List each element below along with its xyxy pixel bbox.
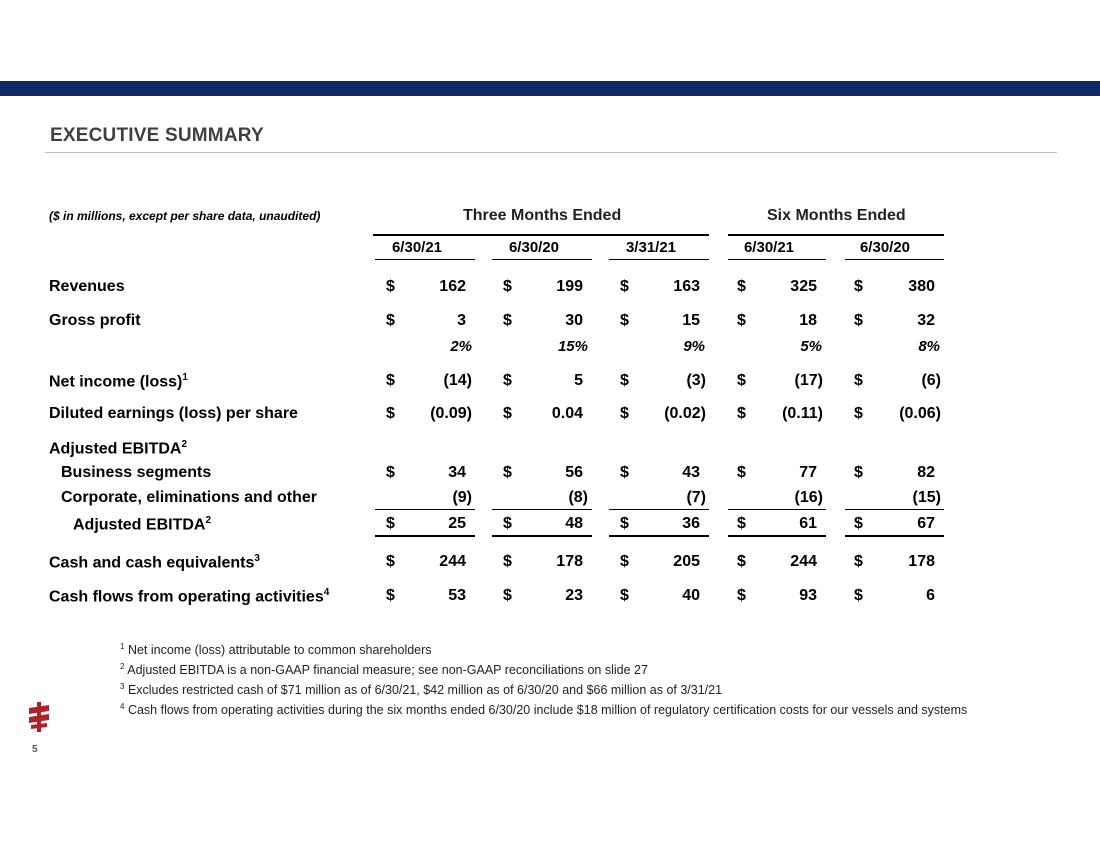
table-cell: 325 xyxy=(790,278,817,295)
row-label-cash: Cash and cash equivalents$^3$ xyxy=(49,553,260,572)
row-label-net-income: Net income (loss)$^1$ xyxy=(49,372,188,391)
table-cell: 23 xyxy=(565,587,583,604)
table-cell: 380 xyxy=(908,278,935,295)
table-cell: 244 xyxy=(790,553,817,570)
total-rule xyxy=(845,535,944,537)
total-rule xyxy=(728,535,826,537)
currency-symbol: $ xyxy=(386,312,395,329)
currency-symbol: $ xyxy=(737,587,746,604)
currency-symbol: $ xyxy=(854,372,863,389)
currency-symbol: $ xyxy=(620,278,629,295)
footnotes xyxy=(120,639,967,718)
group-header-six-months: Six Months Ended xyxy=(767,207,906,224)
currency-symbol: $ xyxy=(854,312,863,329)
margin-percent: 9% xyxy=(683,338,705,355)
currency-symbol: $ xyxy=(620,464,629,481)
currency-symbol: $ xyxy=(854,515,863,532)
table-cell: 43 xyxy=(682,464,700,481)
table-cell: 0.04 xyxy=(551,405,583,422)
table-cell: 36 xyxy=(682,515,700,532)
currency-symbol: $ xyxy=(854,405,863,422)
group-header-three-months: Three Months Ended xyxy=(463,207,622,224)
table-cell: (8) xyxy=(568,489,588,506)
currency-symbol: $ xyxy=(386,587,395,604)
currency-symbol: $ xyxy=(503,405,512,422)
currency-symbol: $ xyxy=(386,278,395,295)
currency-symbol: $ xyxy=(620,312,629,329)
column-header-rule xyxy=(728,259,826,260)
table-cell: (17) xyxy=(794,372,823,389)
margin-percent: 5% xyxy=(800,338,822,355)
currency-symbol: $ xyxy=(620,553,629,570)
currency-symbol: $ xyxy=(854,587,863,604)
subtotal-rule xyxy=(609,509,709,510)
table-cell: (0.02) xyxy=(664,405,706,422)
column-header: 6/30/21 xyxy=(391,239,443,256)
total-rule xyxy=(375,535,475,537)
column-header: 6/30/21 xyxy=(743,239,795,256)
table-cell: 163 xyxy=(673,278,700,295)
table-cell: (6) xyxy=(921,372,941,389)
table-cell: 199 xyxy=(556,278,583,295)
table-cell: 53 xyxy=(448,587,466,604)
currency-symbol: $ xyxy=(737,312,746,329)
currency-symbol: $ xyxy=(620,515,629,532)
table-cell: 67 xyxy=(917,515,935,532)
table-cell: 18 xyxy=(799,312,817,329)
currency-symbol: $ xyxy=(737,278,746,295)
currency-symbol: $ xyxy=(503,587,512,604)
margin-percent: 15% xyxy=(557,338,588,355)
row-label-cash-flows: Cash flows from operating activities$^4$ xyxy=(49,587,330,606)
table-cell: (0.09) xyxy=(430,405,472,422)
total-rule xyxy=(492,535,592,537)
currency-symbol: $ xyxy=(386,553,395,570)
currency-symbol: $ xyxy=(503,464,512,481)
currency-symbol: $ xyxy=(503,278,512,295)
currency-symbol: $ xyxy=(737,515,746,532)
column-header: 6/30/20 xyxy=(859,239,911,256)
table-cell: (16) xyxy=(794,489,823,506)
row-label-gross-profit: Gross profit xyxy=(49,312,141,329)
table-cell: 162 xyxy=(439,278,466,295)
table-cell: (0.11) xyxy=(782,405,823,422)
currency-symbol: $ xyxy=(737,372,746,389)
margin-percent: 8% xyxy=(918,338,940,355)
currency-symbol: $ xyxy=(620,372,629,389)
table-cell: 5 xyxy=(574,372,583,389)
page-number: 5 xyxy=(32,744,38,755)
currency-symbol: $ xyxy=(854,553,863,570)
company-logo-icon xyxy=(27,702,51,732)
footnote: $^2$ Adjusted EBITDA is a non-GAAP financial measure; see non-GAAP reconciliations on slide 27 xyxy=(120,661,648,678)
table-cell: 25 xyxy=(448,515,466,532)
currency-symbol: $ xyxy=(620,587,629,604)
currency-symbol: $ xyxy=(386,405,395,422)
table-cell: 32 xyxy=(917,312,935,329)
group-rule-three-months xyxy=(373,234,709,236)
subtotal-rule xyxy=(845,509,944,510)
subtotal-rule xyxy=(728,509,826,510)
table-cell: 56 xyxy=(565,464,583,481)
currency-symbol: $ xyxy=(386,515,395,532)
currency-symbol: $ xyxy=(503,515,512,532)
currency-symbol: $ xyxy=(737,464,746,481)
footnote: $^4$ Cash flows from operating activities during the six months ended 6/30/20 include $18 million of regulatory certification costs for our vessels and systems xyxy=(120,701,968,717)
column-header-rule xyxy=(845,259,944,260)
table-cell: 61 xyxy=(799,515,817,532)
table-cell: (9) xyxy=(452,489,472,506)
currency-symbol: $ xyxy=(854,464,863,481)
row-label-business-segments: Business segments xyxy=(61,464,212,481)
currency-symbol: $ xyxy=(386,464,395,481)
row-label-diluted-eps: Diluted earnings (loss) per share xyxy=(49,405,298,422)
footnote: $^3$ Excludes restricted cash of $71 million as of 6/30/21, $42 million as of 6/30/20 and $66 million as of 3/31/21 xyxy=(120,681,723,697)
currency-symbol: $ xyxy=(620,405,629,422)
table-cell: 205 xyxy=(673,553,700,570)
currency-symbol: $ xyxy=(503,372,512,389)
group-rule-six-months xyxy=(728,234,944,236)
table-cell: 77 xyxy=(799,464,817,481)
table-cell: (15) xyxy=(912,489,941,506)
table-cell: (3) xyxy=(686,372,706,389)
currency-symbol: $ xyxy=(737,405,746,422)
title-divider xyxy=(45,152,1057,153)
table-cell: 178 xyxy=(556,553,583,570)
currency-symbol: $ xyxy=(854,278,863,295)
table-subtitle: ($ in millions, except per share data, unaudited) xyxy=(49,209,321,223)
table-cell: 244 xyxy=(439,553,466,570)
footnote: $^1$ Net income (loss) attributable to common shareholders xyxy=(120,642,432,658)
column-header-rule xyxy=(492,259,592,260)
column-header: 6/30/20 xyxy=(508,239,560,256)
margin-percent: 2% xyxy=(450,338,472,355)
subtotal-rule xyxy=(375,509,475,510)
table-cell: 34 xyxy=(448,464,466,481)
column-header-rule xyxy=(609,259,709,260)
table-cell: (0.06) xyxy=(899,405,941,422)
column-header: 3/31/21 xyxy=(625,239,677,256)
top-banner xyxy=(0,81,1100,96)
currency-symbol: $ xyxy=(737,553,746,570)
row-label-revenues: Revenues xyxy=(49,278,125,295)
row-label-corporate: Corporate, eliminations and other xyxy=(61,489,318,506)
table-cell: (14) xyxy=(443,372,472,389)
table-cell: (7) xyxy=(686,489,706,506)
row-label-adjusted-ebitda-section: Adjusted EBITDA$^2$ xyxy=(49,439,188,458)
table-cell: 15 xyxy=(682,312,700,329)
subtotal-rule xyxy=(492,509,592,510)
currency-symbol: $ xyxy=(503,553,512,570)
total-rule xyxy=(609,535,709,537)
table-cell: 30 xyxy=(565,312,583,329)
table-cell: 40 xyxy=(682,587,700,604)
row-label-adjusted-ebitda-total: Adjusted EBITDA$^2$ xyxy=(73,515,212,534)
table-cell: 48 xyxy=(565,515,583,532)
currency-symbol: $ xyxy=(503,312,512,329)
currency-symbol: $ xyxy=(386,372,395,389)
table-cell: 82 xyxy=(917,464,935,481)
table-cell: 3 xyxy=(457,312,466,329)
column-header-rule xyxy=(375,259,475,260)
table-cell: 6 xyxy=(926,587,935,604)
table-cell: 178 xyxy=(908,553,935,570)
page-title: EXECUTIVE SUMMARY xyxy=(50,125,264,146)
table-cell: 93 xyxy=(799,587,817,604)
